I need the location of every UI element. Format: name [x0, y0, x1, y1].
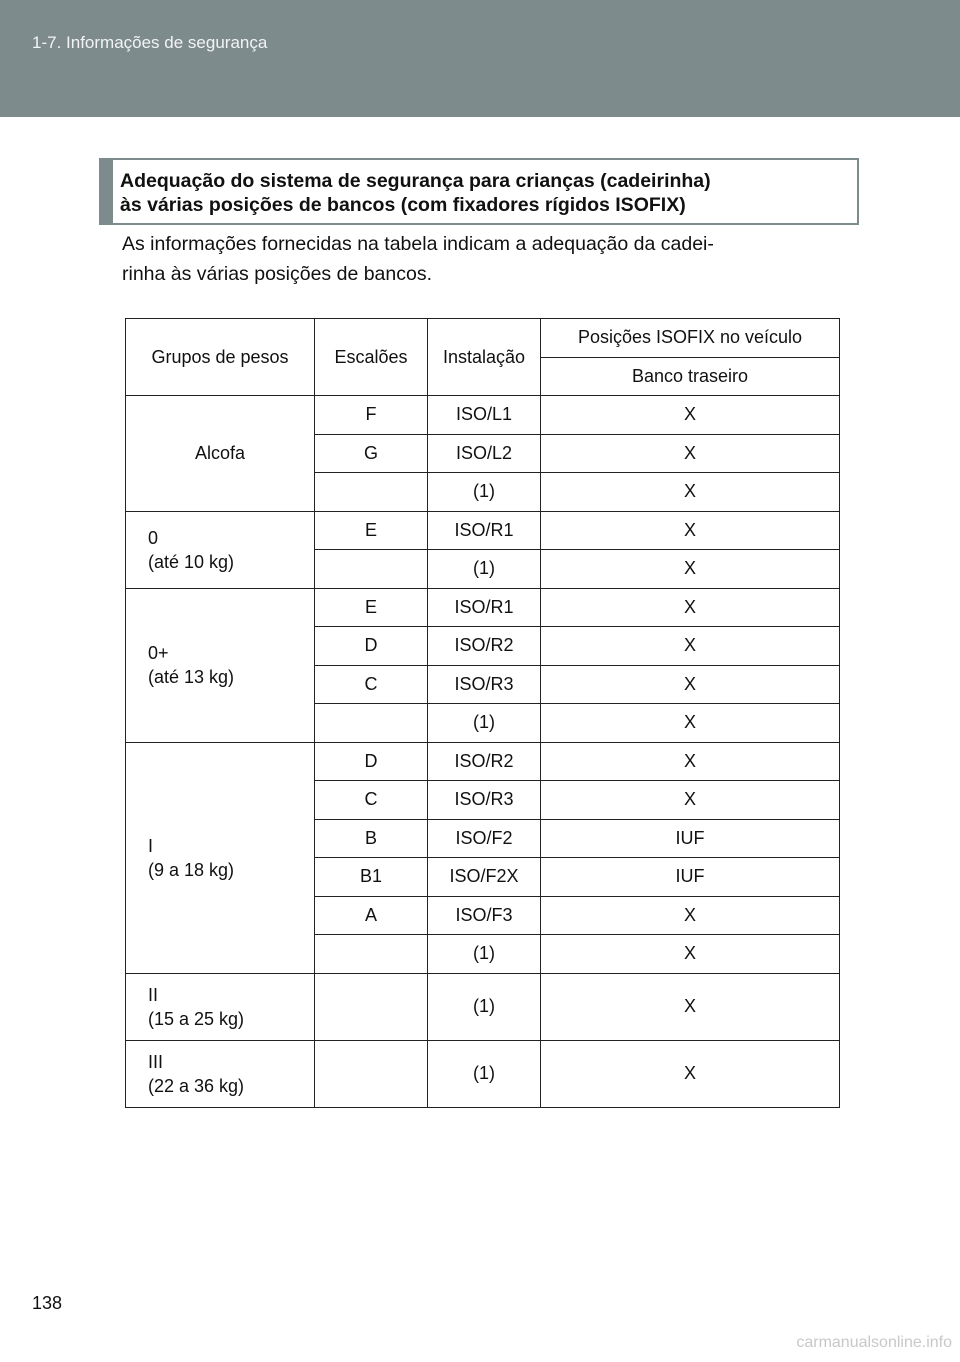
installation-cell: ISO/F2: [428, 819, 541, 858]
installation-cell: (1): [428, 473, 541, 512]
header-class: Escalões: [315, 319, 428, 396]
weight-group-cell: [126, 973, 315, 1040]
weight-group-cell: [126, 1040, 315, 1107]
class-cell: B: [315, 819, 428, 858]
installation-cell: (1): [428, 973, 541, 1040]
class-cell: F: [315, 396, 428, 435]
installation-cell: ISO/R3: [428, 781, 541, 820]
installation-cell: (1): [428, 550, 541, 589]
page-number: 138: [32, 1293, 63, 1313]
header-weight-group: Grupos de pesos: [126, 319, 315, 396]
rear-seat-value-cell: X: [541, 935, 840, 974]
weight-group-cell: [126, 396, 315, 512]
installation-cell: ISO/L1: [428, 396, 541, 435]
table-row: [126, 396, 840, 435]
class-cell: [315, 550, 428, 589]
rear-seat-value-cell: X: [541, 473, 840, 512]
rear-seat-value-cell: X: [541, 511, 840, 550]
rear-seat-value-cell: X: [541, 896, 840, 935]
section-title: [120, 169, 853, 217]
class-cell: G: [315, 434, 428, 473]
rear-seat-value-cell: IUF: [541, 858, 840, 897]
installation-cell: (1): [428, 704, 541, 743]
installation-cell: (1): [428, 935, 541, 974]
header-band: [0, 0, 960, 117]
rear-seat-value-cell: X: [541, 973, 840, 1040]
rear-seat-value-cell: X: [541, 550, 840, 589]
isofix-suitability-table: [125, 318, 840, 1108]
installation-cell: ISO/R1: [428, 588, 541, 627]
rear-seat-value-cell: IUF: [541, 819, 840, 858]
class-cell: B1: [315, 858, 428, 897]
rear-seat-value-cell: X: [541, 588, 840, 627]
weight-group-name: 0: [148, 527, 159, 548]
weight-group-range: (22 a 36 kg): [148, 1075, 245, 1096]
installation-cell: ISO/R1: [428, 511, 541, 550]
section-title-line-1: Adequação do sistema de segurança para crianças (cadeirinha): [120, 170, 711, 192]
rear-seat-value-cell: X: [541, 742, 840, 781]
section-title-line-2: às várias posições de bancos (com fixadores rígidos ISOFIX): [120, 194, 686, 216]
section-title-bar: [101, 160, 113, 223]
table-row: [126, 511, 840, 550]
header-rear-seat: Banco traseiro: [541, 357, 840, 396]
class-cell: [315, 1040, 428, 1107]
class-cell: [315, 973, 428, 1040]
weight-group-name: III: [148, 1051, 164, 1072]
installation-cell: ISO/L2: [428, 434, 541, 473]
header-installation: Instalação: [428, 319, 541, 396]
installation-cell: ISO/R2: [428, 742, 541, 781]
rear-seat-value-cell: X: [541, 665, 840, 704]
rear-seat-value-cell: X: [541, 396, 840, 435]
rear-seat-value-cell: X: [541, 781, 840, 820]
section-header-title: 1-7. Informações de segurança: [32, 33, 268, 52]
weight-group-cell: [126, 742, 315, 973]
table-row: [126, 588, 840, 627]
rear-seat-value-cell: X: [541, 704, 840, 743]
intro-paragraph: [122, 229, 862, 289]
table-row: [126, 1040, 840, 1107]
installation-cell: ISO/R3: [428, 665, 541, 704]
installation-cell: ISO/F2X: [428, 858, 541, 897]
weight-group-cell: [126, 511, 315, 588]
installation-cell: ISO/R2: [428, 627, 541, 666]
installation-cell: ISO/F3: [428, 896, 541, 935]
class-cell: A: [315, 896, 428, 935]
class-cell: [315, 473, 428, 512]
intro-line-2: rinha às várias posições de bancos.: [122, 263, 433, 285]
table-header-row: [126, 319, 840, 358]
rear-seat-value-cell: X: [541, 1040, 840, 1107]
table-row: [126, 973, 840, 1040]
weight-group-range: (9 a 18 kg): [148, 859, 235, 880]
table-body: [126, 396, 840, 1108]
weight-group-range: (até 13 kg): [148, 667, 235, 687]
class-cell: C: [315, 781, 428, 820]
installation-cell: (1): [428, 1040, 541, 1107]
class-cell: D: [315, 742, 428, 781]
header-isofix-positions: Posições ISOFIX no veículo: [541, 319, 840, 358]
rear-seat-value-cell: X: [541, 627, 840, 666]
rear-seat-value-cell: X: [541, 434, 840, 473]
weight-group-name: II: [148, 984, 159, 1005]
class-cell: E: [315, 588, 428, 627]
table-row: [126, 742, 840, 781]
class-cell: [315, 704, 428, 743]
watermark: carmanualsonline.info: [796, 1334, 952, 1351]
class-cell: [315, 935, 428, 974]
intro-line-1: As informações fornecidas na tabela indicam a adequação da cadei-: [122, 233, 714, 255]
class-cell: D: [315, 627, 428, 666]
weight-group-name: I: [148, 835, 154, 856]
weight-group-cell: [126, 588, 315, 742]
section-title-box: [99, 158, 859, 225]
class-cell: C: [315, 665, 428, 704]
class-cell: E: [315, 511, 428, 550]
weight-group-name: 0+: [148, 643, 169, 663]
weight-group-range: (até 10 kg): [148, 551, 235, 572]
weight-group-name: Alcofa: [194, 443, 246, 464]
weight-group-range: (15 a 25 kg): [148, 1008, 245, 1029]
